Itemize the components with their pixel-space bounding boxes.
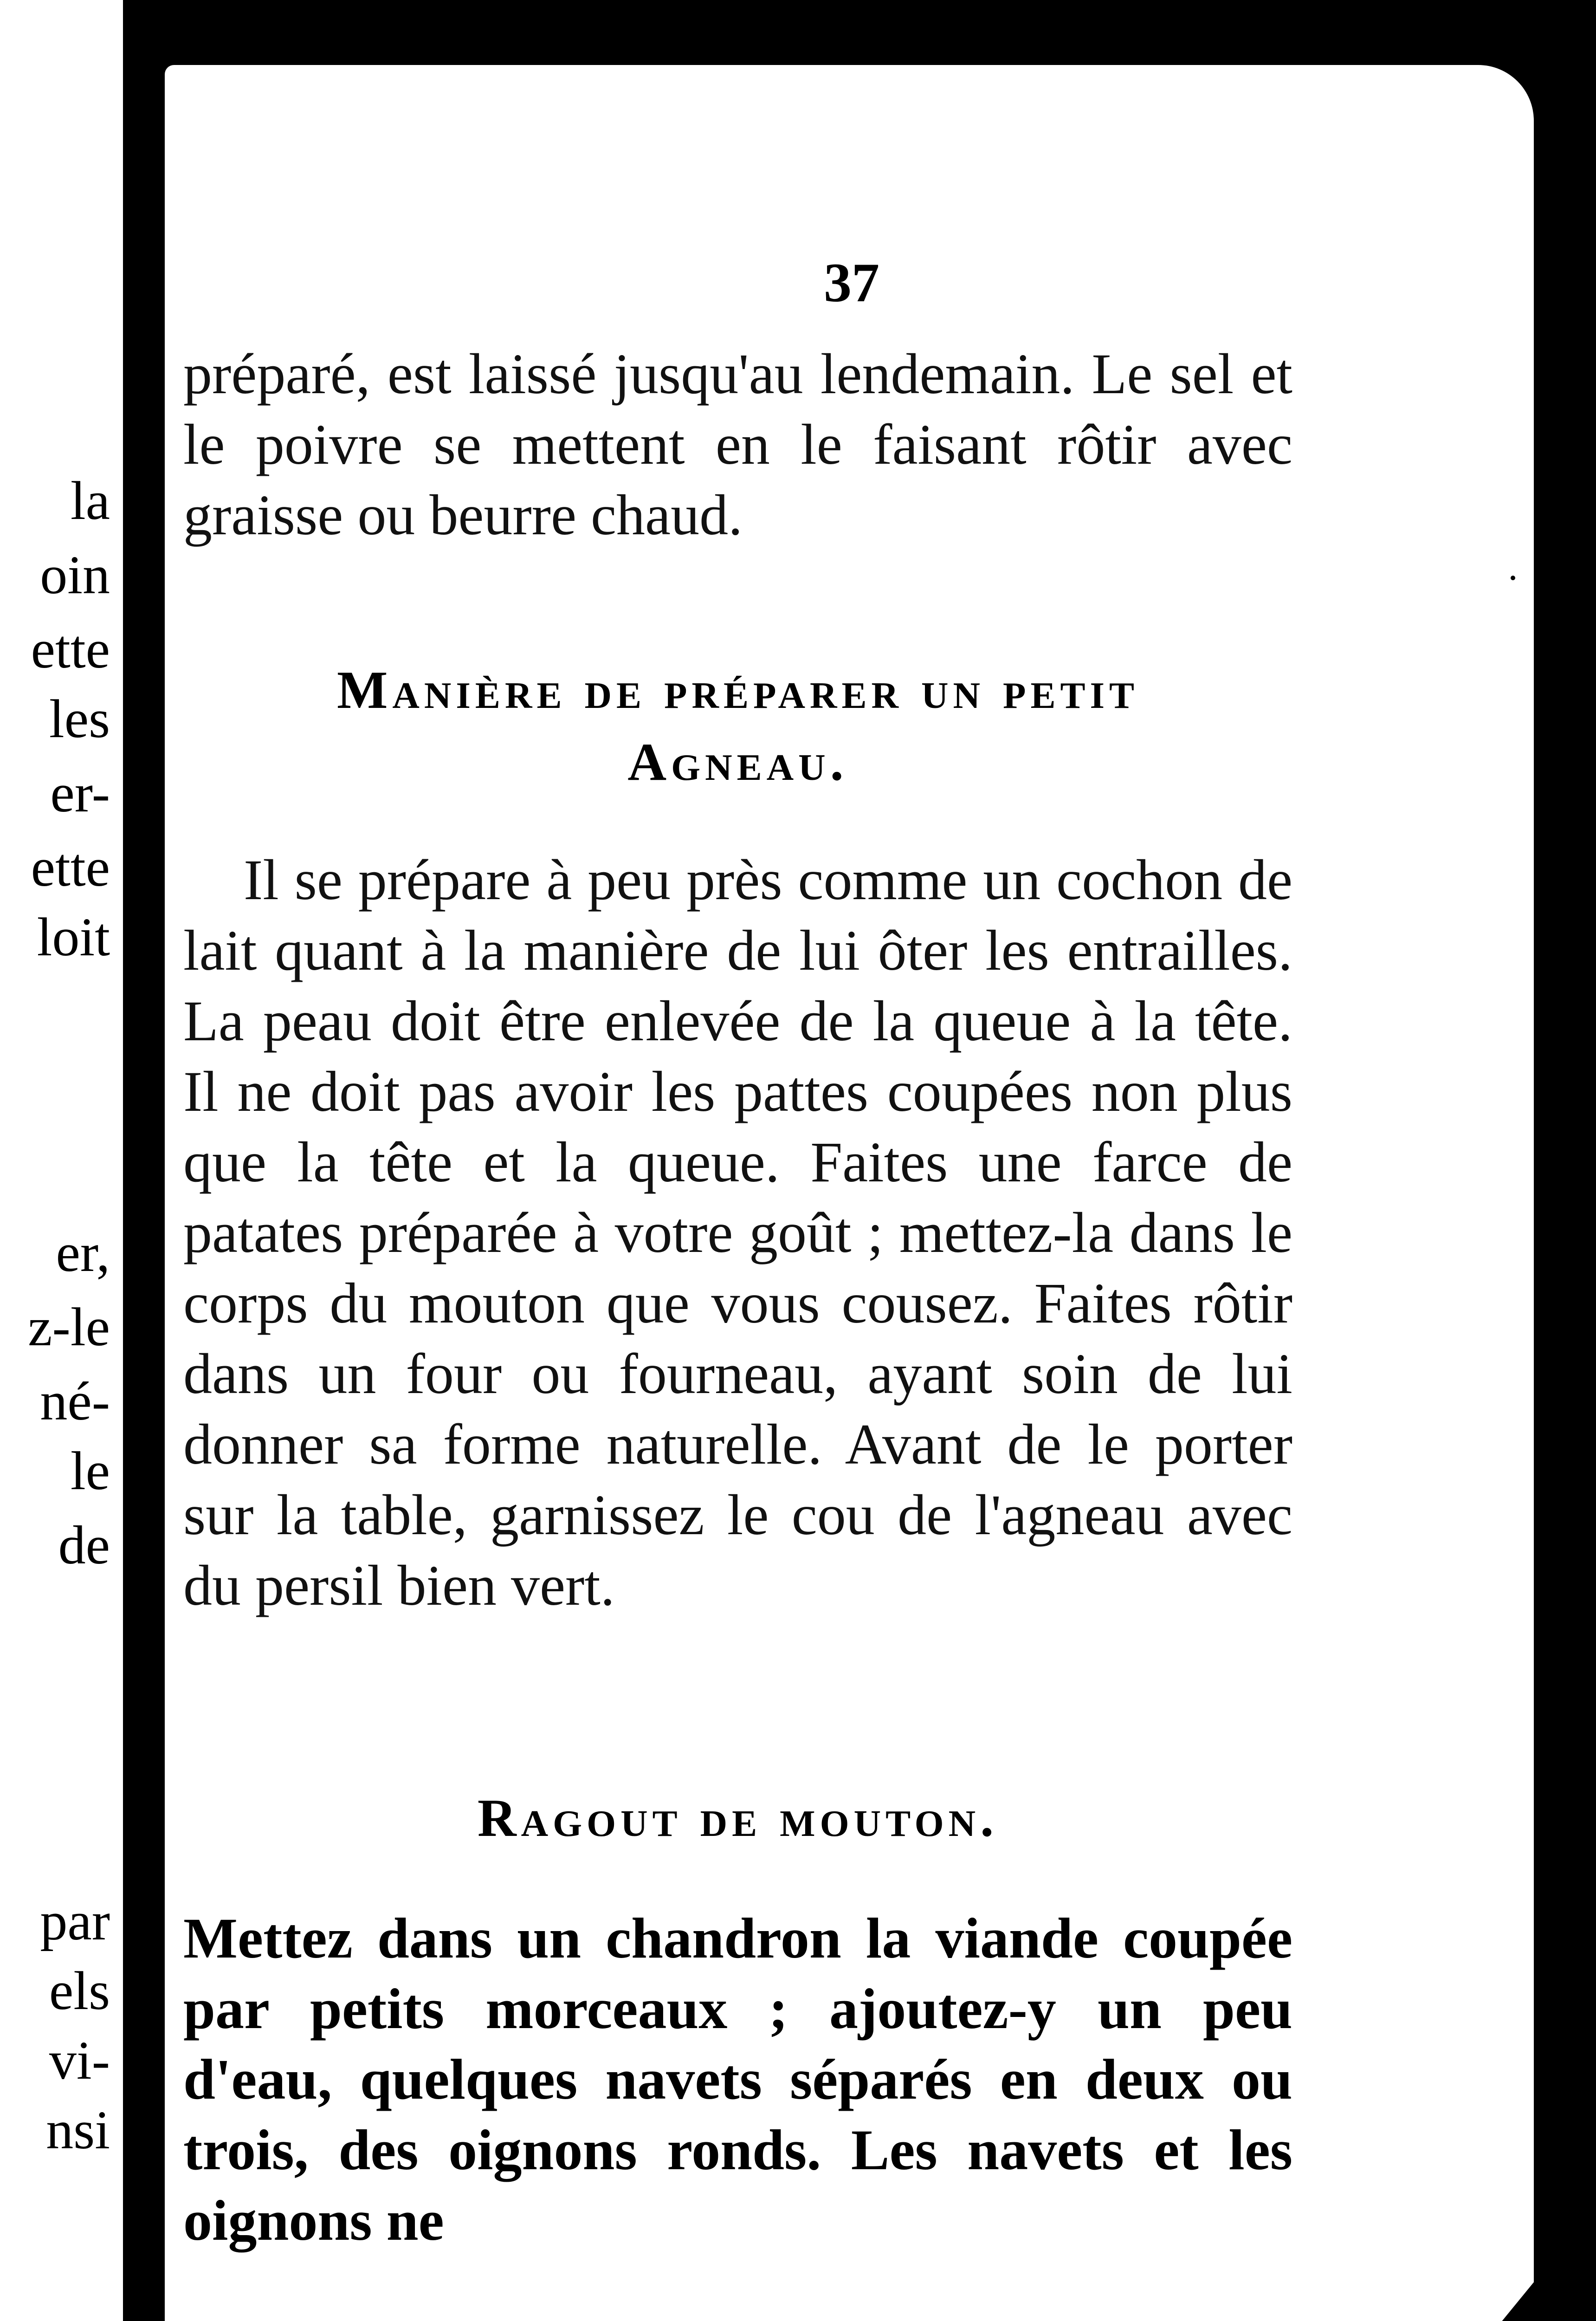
left-page-fragment: par bbox=[40, 1891, 110, 1951]
section-body-agneau: Il se prépare à peu près comme un cochon de lait quant à la manière de lui ôter les entrailles. La peau doit être enlevée de la queue à la tête. Il ne doit pas avoir les pattes coupées non plus que la tête et la queue. Faites une farce de patates préparée à votre goût ; mettez-la dans le corps du mouton que vous cousez. Faites rôtir dans un four ou fourneau, ayant soin de lui donner sa forme naturelle. Avant de le porter sur la table, garnissez le cou de l'agneau avec du persil bien vert. bbox=[183, 848, 1292, 1617]
left-page-fragment: la bbox=[70, 470, 110, 531]
book-gutter bbox=[123, 0, 165, 2321]
paper-speck bbox=[1511, 576, 1515, 580]
left-page-fragment: er, bbox=[56, 1222, 110, 1283]
section-heading-ragout: Ragout de mouton. bbox=[477, 1789, 999, 1848]
page-corner-fold bbox=[1381, 2261, 1534, 2321]
left-page-fragment: z-le bbox=[28, 1297, 110, 1357]
left-page-fragment: nsi bbox=[46, 2100, 110, 2160]
left-page-fragment: ette bbox=[31, 837, 110, 898]
opening-paragraph: préparé, est laissé jusqu'au lendemain. Le sel et le poivre se mettent en le faisant rôtir avec graisse ou beurre chaud. bbox=[183, 342, 1292, 547]
book-page bbox=[165, 65, 1534, 2321]
left-page-fragment: er- bbox=[50, 763, 110, 823]
left-page-fragment: les bbox=[49, 688, 110, 749]
section-heading-agneau bbox=[183, 655, 1292, 798]
left-page-fragment: ette bbox=[31, 619, 110, 680]
left-page-fragment: né- bbox=[40, 1371, 110, 1432]
left-page-fragment: loit bbox=[37, 907, 110, 967]
section-heading-line: Manière de préparer un petit bbox=[336, 661, 1139, 720]
left-page-sliver bbox=[0, 0, 123, 2321]
page-number: 37 bbox=[824, 252, 879, 313]
left-page-fragment: vi- bbox=[49, 2030, 110, 2091]
left-page-fragment: els bbox=[49, 1960, 110, 2021]
left-page-fragment: de bbox=[58, 1515, 110, 1575]
left-page-fragment: oin bbox=[40, 545, 110, 605]
section-heading-line: Agneau. bbox=[627, 733, 848, 792]
section-body-ragout: Mettez dans un chandron la viande coupée par petits morceaux ; ajoutez-y un peu d'eau, quelques navets séparés en deux ou trois, des oignons ronds. Les navets et les oignons ne bbox=[183, 1906, 1292, 2252]
left-page-fragment: le bbox=[70, 1440, 110, 1501]
